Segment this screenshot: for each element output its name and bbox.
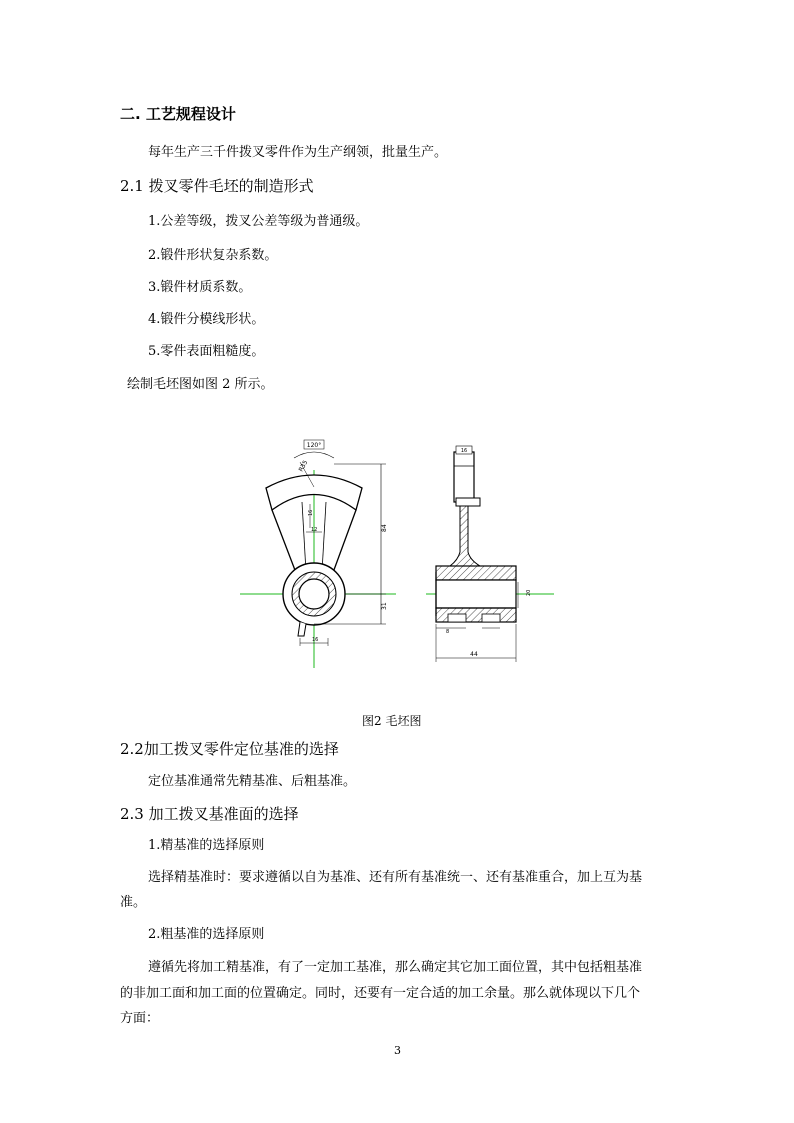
list-item: 3.锻件材质系数。 <box>148 280 252 295</box>
list-item: 2.锻件形状复杂系数。 <box>148 248 278 263</box>
figure-caption: 图2 毛坯图 <box>362 714 422 728</box>
dim-web: 12 <box>311 527 318 533</box>
dim-radius: R35 <box>297 459 310 473</box>
heading-2-2: 2.2加工拨叉零件定位基准的选择 <box>120 740 339 758</box>
paragraph: 选择精基准时：要求遵循以自为基准、还有所有基准统一、还有基准重合，加上互为基 <box>148 870 643 885</box>
dim-flange: 8 <box>446 629 450 635</box>
dim-hub-width: 16 <box>312 637 319 643</box>
dim-overall-height: 84 <box>381 524 388 532</box>
paragraph-cont: 的非加工面和加工面的位置确定。同时，还要有一定合适的加工余量。那么就体现以下几个 <box>120 986 641 1001</box>
subheading: 2.粗基准的选择原则 <box>148 927 265 942</box>
blank-drawing <box>236 432 566 672</box>
paragraph-cont: 方面： <box>120 1011 160 1026</box>
subheading: 1.精基准的选择原则 <box>148 838 265 853</box>
hub-bore <box>299 579 329 609</box>
dim-width-top: 16 <box>308 509 314 516</box>
heading-2-1: 2.1 拨叉零件毛坯的制造形式 <box>120 177 314 195</box>
dim-length: 44 <box>470 651 478 658</box>
dim-top-boss: 16 <box>460 448 468 454</box>
heading-2-3: 2.3 加工拨叉基准面的选择 <box>120 805 299 823</box>
list-item: 4.锻件分模线形状。 <box>148 312 265 327</box>
page-number: 3 <box>394 1044 401 1057</box>
dim-bore: 20 <box>526 589 532 596</box>
front-view <box>240 440 396 668</box>
paragraph: 定位基准通常先精基准、后粗基准。 <box>148 774 357 789</box>
paragraph: 遵循先将加工精基准，有了一定加工基准，那么确定其它加工面位置，其中包括粗基准 <box>148 960 643 975</box>
dim-angle: 120° <box>306 442 322 449</box>
figure-reference: 绘制毛坯图如图 2 所示。 <box>127 377 274 392</box>
paragraph-cont: 准。 <box>120 895 147 910</box>
section-title: 二. 工艺规程设计 <box>120 105 236 123</box>
list-item: 5.零件表面粗糙度。 <box>148 344 265 359</box>
dim-lower-height: 31 <box>381 602 388 610</box>
list-item: 1.公差等级，拨叉公差等级为普通级。 <box>148 214 369 229</box>
side-view <box>426 446 554 662</box>
intro-paragraph: 每年生产三千件拨叉零件作为生产纲领，批量生产。 <box>148 145 448 160</box>
